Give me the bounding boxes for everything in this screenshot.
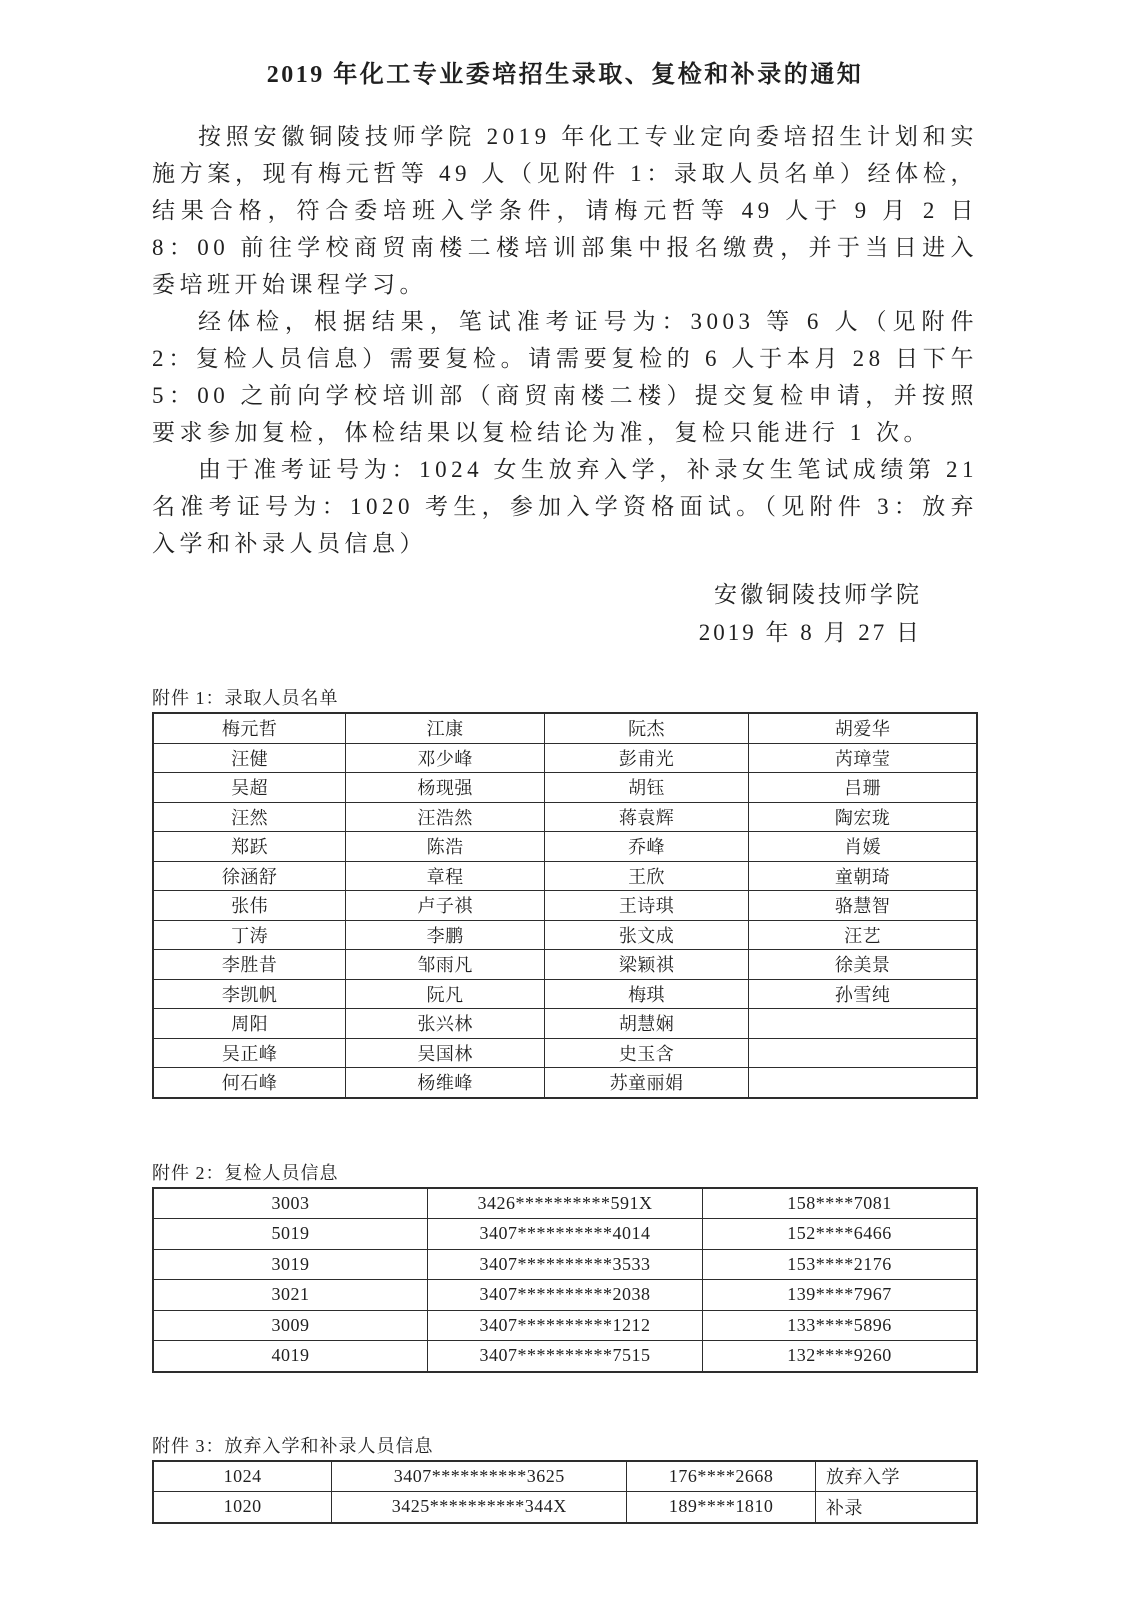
table-row (153, 1068, 977, 1098)
recheck-candidates-table (152, 1187, 978, 1373)
table-cell (749, 1068, 977, 1098)
table-cell: 阮杰 (544, 713, 748, 743)
table-cell: 芮璋莹 (749, 743, 977, 773)
table-cell: 3407**********7515 (427, 1341, 702, 1372)
table-cell: 章程 (346, 861, 545, 891)
table-cell: 邓少峰 (346, 743, 545, 773)
table-cell: 卢子祺 (346, 891, 545, 921)
table-cell (749, 1038, 977, 1068)
table-row (153, 920, 977, 950)
paragraph-recheck: 经体检，根据结果，笔试准考证号为：3003 等 6 人（见附件 2：复检人员信息）需要复检。请需要复检的 6 人于本月 28 日下午 5：00 之前向学校培训部（商贸南楼二楼）提交复检申请，并按照要求参加复检，体检结果以复检结论为准，复检只能进行 1 次。 (152, 309, 978, 445)
table-cell: 徐美景 (749, 950, 977, 980)
table-row (153, 979, 977, 1009)
table-row (153, 1219, 977, 1250)
table-cell: 乔峰 (544, 832, 748, 862)
table-row (153, 773, 977, 803)
table-cell: 梅元哲 (153, 713, 346, 743)
table-row (153, 713, 977, 743)
table-cell: 蒋袁辉 (544, 802, 748, 832)
table-cell: 汪然 (153, 802, 346, 832)
table-cell: 邹雨凡 (346, 950, 545, 980)
table-cell: 1024 (153, 1461, 332, 1492)
table-cell: 放弃入学 (815, 1461, 977, 1492)
table-cell: 3407**********3533 (427, 1249, 702, 1280)
attachment-2-label: 附件 2：复检人员信息 (152, 1162, 339, 1183)
table-cell: 3003 (153, 1188, 427, 1219)
table-row (153, 1461, 977, 1492)
table-cell: 阮凡 (346, 979, 545, 1009)
table-cell: 3009 (153, 1310, 427, 1341)
attachment-1-section (152, 688, 978, 1099)
signature-block (152, 580, 978, 648)
table-cell: 江康 (346, 713, 545, 743)
table-cell: 骆慧智 (749, 891, 977, 921)
table-cell: 吴正峰 (153, 1038, 346, 1068)
table-cell: 152****6466 (703, 1219, 977, 1250)
table-cell: 梅琪 (544, 979, 748, 1009)
table-cell: 孙雪纯 (749, 979, 977, 1009)
document-title: 2019 年化工专业委培招生录取、复检和补录的通知 (266, 62, 864, 88)
table-cell: 补录 (815, 1492, 977, 1523)
table-row (153, 1249, 977, 1280)
table-cell: 139****7967 (703, 1280, 977, 1311)
paragraph-supplement: 由于准考证号为：1024 女生放弃入学，补录女生笔试成绩第 21 名准考证号为：1020 考生，参加入学资格面试。（见附件 3：放弃入学和补录人员信息） (152, 457, 978, 556)
table-cell: 3021 (153, 1280, 427, 1311)
table-cell: 3407**********1212 (427, 1310, 702, 1341)
table-cell: 丁涛 (153, 920, 346, 950)
table-cell: 王诗琪 (544, 891, 748, 921)
table-cell: 张伟 (153, 891, 346, 921)
table-cell: 王欣 (544, 861, 748, 891)
table-row (153, 1009, 977, 1039)
table-cell: 汪健 (153, 743, 346, 773)
table-cell: 3407**********4014 (427, 1219, 702, 1250)
table-cell: 苏童丽娟 (544, 1068, 748, 1098)
table-cell: 胡慧娴 (544, 1009, 748, 1039)
table-cell: 杨现强 (346, 773, 545, 803)
table-cell: 郑跃 (153, 832, 346, 862)
table-row (153, 743, 977, 773)
table-row (153, 832, 977, 862)
document-body (152, 118, 978, 562)
table-cell: 3426**********591X (427, 1188, 702, 1219)
table-cell: 梁颖祺 (544, 950, 748, 980)
table-cell: 4019 (153, 1341, 427, 1372)
table-row (153, 891, 977, 921)
table-row (153, 1038, 977, 1068)
table-cell: 陶宏珑 (749, 802, 977, 832)
table-row (153, 1341, 977, 1372)
table-row (153, 1280, 977, 1311)
table-cell: 1020 (153, 1492, 332, 1523)
table-cell: 胡爱华 (749, 713, 977, 743)
table-cell: 肖媛 (749, 832, 977, 862)
waiver-and-supplement-table (152, 1460, 978, 1524)
table-cell: 3425**********344X (332, 1492, 627, 1523)
table-cell: 3019 (153, 1249, 427, 1280)
table-row (153, 1310, 977, 1341)
table-cell: 176****2668 (627, 1461, 816, 1492)
table-cell: 3407**********3625 (332, 1461, 627, 1492)
table-cell: 徐涵舒 (153, 861, 346, 891)
table-cell: 153****2176 (703, 1249, 977, 1280)
table-row (153, 950, 977, 980)
table-cell: 李胜昔 (153, 950, 346, 980)
signature-organization: 安徽铜陵技师学院 (714, 582, 922, 607)
table-row (153, 861, 977, 891)
table-cell: 周阳 (153, 1009, 346, 1039)
table-cell: 李凯帆 (153, 979, 346, 1009)
attachment-1-label: 附件 1：录取人员名单 (152, 688, 339, 708)
table-cell: 杨维峰 (346, 1068, 545, 1098)
table-cell: 胡钰 (544, 773, 748, 803)
table-cell: 189****1810 (627, 1492, 816, 1523)
table-cell: 133****5896 (703, 1310, 977, 1341)
table-cell: 5019 (153, 1219, 427, 1250)
table-row (153, 1188, 977, 1219)
table-cell: 史玉含 (544, 1038, 748, 1068)
table-cell: 李鹏 (346, 920, 545, 950)
attachment-3-label: 附件 3：放弃入学和补录人员信息 (152, 1435, 434, 1456)
table-cell: 童朝琦 (749, 861, 977, 891)
table-cell: 张文成 (544, 920, 748, 950)
table-cell (749, 1009, 977, 1039)
table-cell: 吴国林 (346, 1038, 545, 1068)
table-cell: 汪浩然 (346, 802, 545, 832)
attachment-3-section (152, 1436, 978, 1524)
table-cell: 彭甫光 (544, 743, 748, 773)
table-cell: 何石峰 (153, 1068, 346, 1098)
table-cell: 汪艺 (749, 920, 977, 950)
table-row (153, 802, 977, 832)
table-cell: 3407**********2038 (427, 1280, 702, 1311)
attachment-2-section (152, 1163, 978, 1373)
signature-date: 2019 年 8 月 27 日 (698, 620, 922, 645)
table-row (153, 1492, 977, 1523)
table-cell: 张兴林 (346, 1009, 545, 1039)
table-cell: 吕珊 (749, 773, 977, 803)
table-cell: 陈浩 (346, 832, 545, 862)
paragraph-admission: 按照安徽铜陵技师学院 2019 年化工专业定向委培招生计划和实施方案，现有梅元哲等 49 人（见附件 1：录取人员名单）经体检，结果合格，符合委培班入学条件，请梅元哲等 49 人于 9 月 2 日 8：00 前往学校商贸南楼二楼培训部集中报名缴费，并于当日进入委培班开始课程学习。 (152, 124, 978, 297)
table-cell: 158****7081 (703, 1188, 977, 1219)
admitted-students-table (152, 712, 978, 1099)
table-cell: 吴超 (153, 773, 346, 803)
table-cell: 132****9260 (703, 1341, 977, 1372)
